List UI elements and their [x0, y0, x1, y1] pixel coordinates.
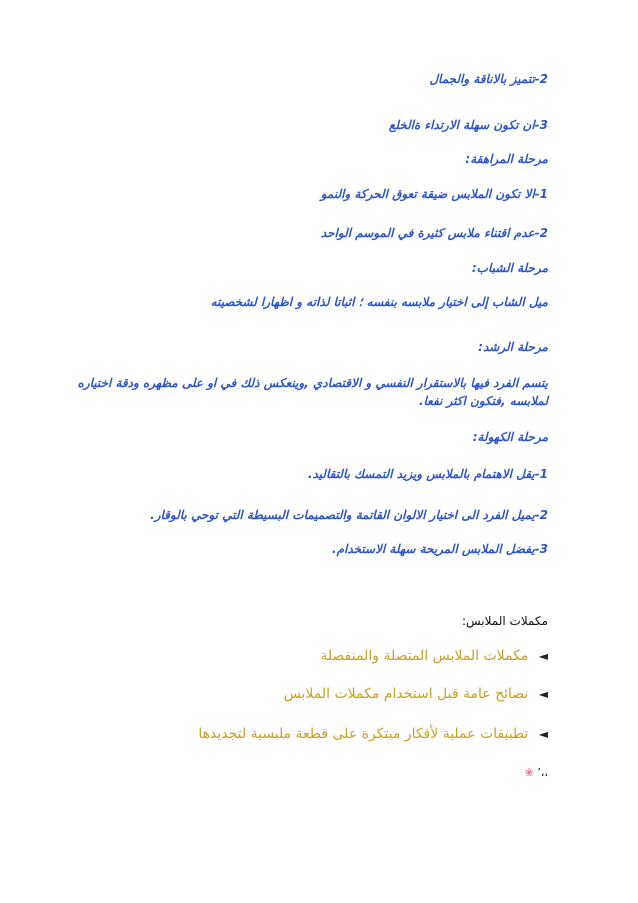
paragraph-adulthood: يتسم الفرد فيها بالاستقرار النفسي و الاقتصادي ,وينعكس ذلك في او على مظهره ودقة اختياره لملابسه ,فتكون اكثر نفعا.	[77, 376, 548, 408]
footer-marks	[525, 766, 548, 779]
item-not-tight: 1-الا تكون الملابس ضيقة تعوق الحركة والنمو	[320, 187, 548, 201]
bullet-item-2	[284, 686, 548, 702]
left-triangle-icon: ◄	[538, 687, 548, 701]
bullet-item-3-text: تطبيقات عملية لأفكار مبتكرة على قطعة ملبسية لتجديدها	[198, 726, 529, 742]
left-triangle-icon: ◄	[538, 727, 548, 741]
bullet-item-3	[198, 726, 548, 742]
item-old-2: 2-يميل الفرد الى اختيار الالوان القاتمة والتصميمات البسيطة التي توحي بالوقار.	[150, 508, 548, 522]
left-triangle-icon: ◄	[538, 649, 548, 663]
flower-icon: ❀	[524, 766, 534, 779]
item-youth-choice: ميل الشاب إلى اختيار ملابسه بنفسه ؛ اثباتا لذاته و اظهارا لشخصيته	[210, 295, 548, 309]
bullet-item-2-text: نصائح عامة قبل استخدام مكملات الملابس	[283, 686, 529, 702]
item-elegance: 2-تتميز بالاناقة والجمال	[429, 72, 548, 86]
item-not-many: 2-عدم اقتناء ملابس كثيرة في الموسم الواحد	[320, 226, 548, 240]
bullet-item-1	[320, 648, 548, 664]
heading-old-age: مرحلة الكهولة:	[472, 430, 548, 444]
heading-adolescence: مرحلة المراهقة:	[465, 152, 548, 166]
item-old-1: 1-يقل الاهتمام بالملابس ويزيد التمسك بالتقاليد.	[307, 467, 548, 481]
bullet-item-1-text: مكملات الملابس المتصلة والمنفصلة	[320, 648, 529, 664]
footer-text: ،،٬	[537, 766, 548, 779]
accessories-title: مكملات الملابس:	[461, 614, 548, 628]
item-easy-wear: 3-ان تكون سهلة الارتداء ةالخلع	[388, 118, 548, 132]
heading-adulthood: مرحلة الرشد:	[478, 340, 548, 354]
heading-youth: مرحلة الشباب:	[471, 261, 548, 275]
item-old-3: 3-يفضل الملابس المريحة سهلة الاستخدام.	[332, 542, 548, 556]
